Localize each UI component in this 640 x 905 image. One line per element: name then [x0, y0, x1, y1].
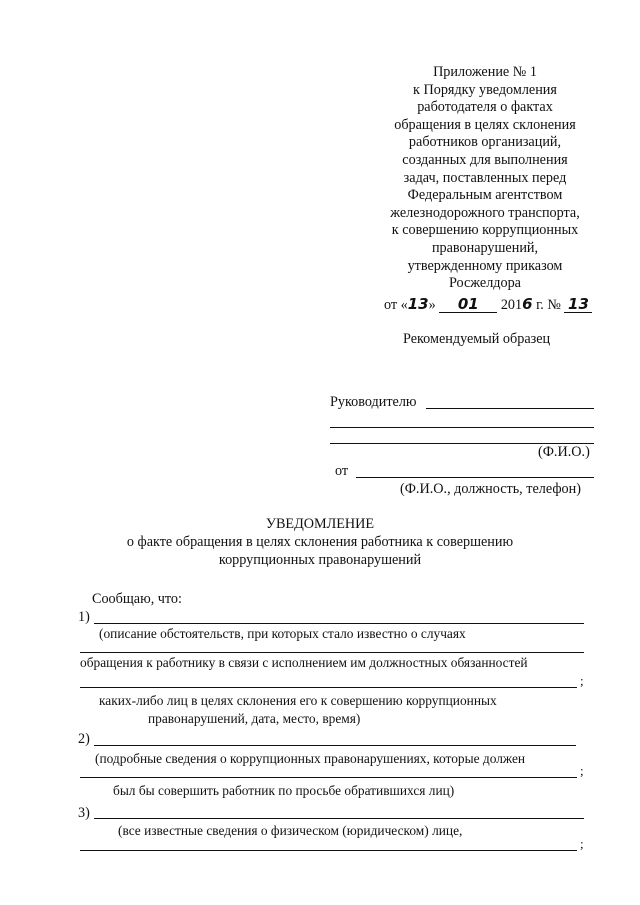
from-label: от	[335, 463, 349, 479]
item2-field-line[interactable]	[94, 745, 576, 746]
item2-hint: был бы совершить работник по просьбе обратившихся лиц)	[113, 783, 455, 798]
item1-hint: обращения к работнику в связи с исполнением им должностных обязанностей	[80, 655, 528, 670]
appendix-line: Росжелдора	[449, 275, 521, 292]
date-prefix: от «	[384, 297, 408, 313]
appendix-line: Приложение № 1	[433, 64, 537, 80]
notice-subtitle-line1: о факте обращения в целях склонения работника к совершению	[126, 534, 514, 550]
item2-number: 2)	[78, 731, 90, 747]
item1-field-line[interactable]	[94, 623, 584, 624]
item1-hint: (описание обстоятельств, при которых стало известно о случаях	[99, 626, 466, 641]
item3-field-line[interactable]	[80, 850, 577, 851]
appendix-line: утвержденному приказом	[407, 257, 563, 274]
appendix-line: задач, поставленных перед	[403, 169, 567, 186]
item1-field-line[interactable]	[80, 687, 577, 688]
appendix-line: правонарушений,	[431, 239, 539, 256]
item3-field-line[interactable]	[94, 818, 584, 819]
sender-hint: (Ф.И.О., должность, телефон)	[400, 481, 581, 497]
appendix-block	[350, 64, 620, 293]
manager-name-field-line[interactable]	[426, 408, 594, 409]
to-manager-label: Руководителю	[330, 394, 417, 410]
order-date-line	[384, 295, 592, 314]
sender-field-line[interactable]	[356, 477, 594, 478]
manager-name-field-line[interactable]	[330, 427, 594, 428]
appendix-line: работодателя о фактах	[417, 99, 553, 116]
date-year-suffix: г. №	[532, 297, 561, 313]
notice-title: УВЕДОМЛЕНИЕ	[265, 516, 375, 532]
recommended-sample-label: Рекомендуемый образец	[403, 331, 551, 347]
intro-text: Сообщаю, что:	[92, 591, 182, 607]
appendix-line: к совершению коррупционных	[391, 222, 579, 239]
order-number: 13	[564, 296, 592, 313]
date-mid: »	[428, 297, 436, 313]
date-year-digit: 6	[522, 295, 533, 313]
appendix-line: обращения в целях склонения	[394, 116, 576, 133]
item1-hint: правонарушений, дата, место, время)	[148, 711, 361, 726]
semicolon: ;	[580, 763, 584, 778]
fio-hint: (Ф.И.О.)	[538, 444, 590, 460]
appendix-line: созданных для выполнения	[402, 151, 568, 168]
item1-hint: каких-либо лиц в целях склонения его к совершению коррупционных	[99, 693, 497, 708]
date-year-prefix: 201	[500, 297, 523, 313]
item3-hint: (все известные сведения о физическом (юридическом) лице,	[118, 823, 463, 838]
item2-hint: (подробные сведения о коррупционных правонарушениях, которые должен	[95, 751, 526, 766]
item1-number: 1)	[78, 609, 90, 625]
semicolon: ;	[580, 673, 584, 688]
date-month: 01	[439, 296, 497, 313]
appendix-line: железнодорожного транспорта,	[390, 204, 580, 221]
appendix-line: работников организаций,	[408, 134, 562, 151]
item2-field-line[interactable]	[80, 777, 577, 778]
notice-subtitle-line2: коррупционных правонарушений	[218, 552, 422, 568]
semicolon: ;	[580, 836, 584, 851]
item1-field-line[interactable]	[80, 652, 584, 653]
date-day: 13	[407, 295, 429, 313]
appendix-line: к Порядку уведомления	[413, 81, 557, 98]
item3-number: 3)	[78, 805, 90, 821]
appendix-line: Федеральным агентством	[407, 187, 563, 204]
